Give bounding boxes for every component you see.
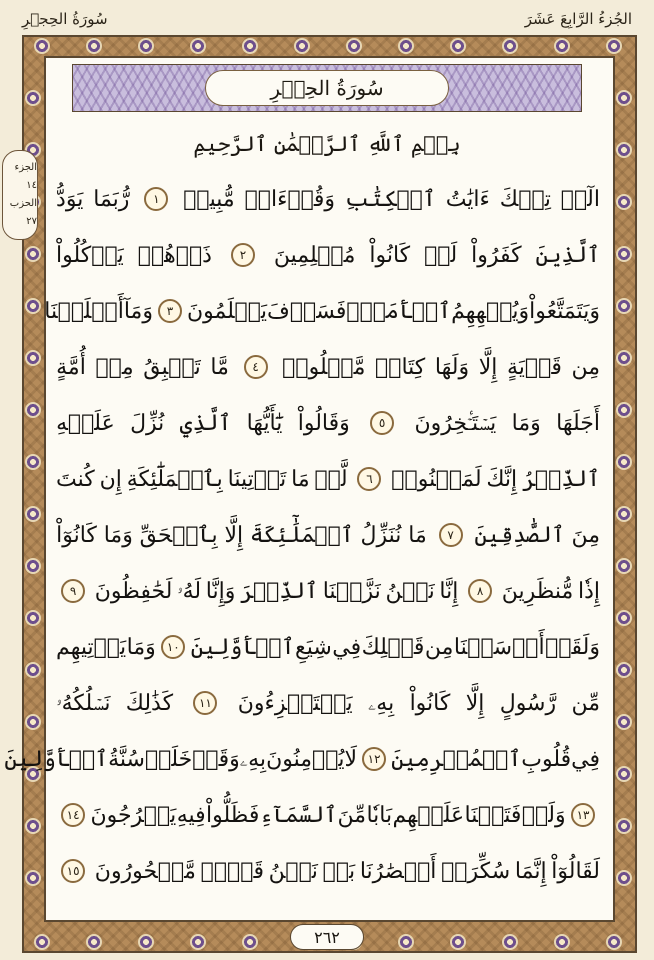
- verse-word: قَرۡيَةٍ: [507, 354, 562, 380]
- floral-medallion-icon: [25, 610, 41, 626]
- verse-word: مُّنظَرِينَ: [501, 578, 574, 604]
- verse-word: مِن: [571, 354, 600, 380]
- verse-word: ٱلۡأَوَّلِينَ: [190, 634, 295, 660]
- ayah-number-marker: ١٥: [61, 859, 85, 883]
- ayah-number-marker: ٧: [439, 523, 463, 547]
- verse-word: كُنتَ: [56, 466, 95, 492]
- surah-title: سُورَةُ الحِجۡرِ: [270, 76, 384, 100]
- verse-word: يَسۡتَـٔۡخِرُونَ: [414, 410, 497, 436]
- verse-line: [56, 680, 600, 726]
- verse-word: بِهِۦ: [367, 690, 395, 716]
- verse-word: نُزِّلَ: [130, 410, 165, 436]
- verse-word: وَإِنَّا: [205, 578, 236, 604]
- verse-word: ٱلصَّٰدِقِينَ: [474, 522, 565, 548]
- floral-medallion-icon: [294, 38, 310, 54]
- verse-word: لَحَٰفِظُونَ: [94, 578, 173, 604]
- floral-medallion-icon: [616, 610, 632, 626]
- floral-medallion-icon: [398, 934, 414, 950]
- verse-word: ٱلۡمُجۡرِمِينَ: [391, 746, 522, 772]
- verse-word: أَجَلَهَا: [556, 410, 600, 436]
- verse-word: بِٱلۡحَقِّ: [139, 522, 218, 548]
- verse-word: وَقُرۡءَانٖ: [244, 186, 336, 212]
- floral-medallion-icon: [398, 38, 414, 54]
- verse-word: فَظَلُّواْ: [206, 802, 260, 828]
- floral-medallion-icon: [616, 194, 632, 210]
- verse-word: إِلَّا: [478, 354, 498, 380]
- verse-word: مِنَ: [571, 522, 600, 548]
- floral-medallion-icon: [86, 38, 102, 54]
- floral-medallion-icon: [190, 38, 206, 54]
- verse-word: أَرۡسَلۡنَا: [453, 634, 545, 660]
- verse-word: عَلَيۡهِم: [392, 802, 465, 828]
- ayah-number-marker: ١٢: [362, 747, 386, 771]
- floral-medallion-icon: [606, 934, 622, 950]
- verse-word: مِّن: [571, 690, 600, 716]
- floral-medallion-icon: [25, 350, 41, 366]
- floral-medallion-icon: [616, 298, 632, 314]
- verse-line: [56, 848, 600, 894]
- floral-medallion-icon: [25, 818, 41, 834]
- floral-medallion-icon: [554, 38, 570, 54]
- verse-word: ٱلۡأَمَلُۖ: [346, 298, 452, 324]
- verse-word: فِي: [332, 634, 362, 660]
- verse-word: وَمَا: [126, 634, 156, 660]
- verse-word: فَتَحۡنَا: [464, 802, 522, 828]
- verse-word: قَوۡمٞ: [200, 858, 264, 884]
- ayah-number-marker: ١١: [193, 691, 217, 715]
- verse-word: مُسۡلِمِينَ: [273, 242, 356, 268]
- floral-medallion-icon: [606, 38, 622, 54]
- verse-word: فِي: [571, 746, 600, 772]
- ayah-number-marker: ٨: [468, 579, 492, 603]
- floral-medallion-icon: [616, 90, 632, 106]
- verse-word: مَّعۡلُومٞ: [282, 354, 366, 380]
- surah-name: سُورَةُ الحِجۡرِ: [22, 10, 108, 28]
- floral-medallion-icon: [450, 38, 466, 54]
- verse-word: بِٱلۡمَلَٰٓئِكَةِ: [126, 466, 223, 492]
- verse-word: وَمَا: [103, 522, 133, 548]
- verse-word: ٱلۡمَلَٰٓئِكَةَ: [249, 522, 354, 548]
- verse-line: [56, 456, 600, 502]
- verse-word: إِنَّمَا: [514, 858, 547, 884]
- floral-medallion-icon: [502, 38, 518, 54]
- verse-word: بَابٗا: [366, 802, 393, 828]
- verse-line: [56, 176, 600, 222]
- verse-word: إِذٗا: [577, 578, 600, 604]
- verse-word: مَّسۡحُورُونَ: [94, 858, 196, 884]
- ayah-number-marker: ٣: [158, 299, 182, 323]
- verse-word: لَهُۥ: [177, 578, 202, 604]
- floral-medallion-icon: [616, 506, 632, 522]
- verse-word: وَقَدۡ: [192, 746, 240, 772]
- verse-word: قُلُوبِ: [521, 746, 572, 772]
- verse-line: [56, 232, 600, 278]
- verse-word: تَأۡتِينَا: [227, 466, 287, 492]
- juz-label: الجزء ١٤: [14, 162, 37, 191]
- verse-word: رَّسُولٍ: [499, 690, 557, 716]
- verse-line: [56, 344, 600, 390]
- verse-word: وَلَقَدۡ: [545, 634, 600, 660]
- floral-medallion-icon: [25, 506, 41, 522]
- verse-word: لَقَالُوٓاْ: [551, 858, 600, 884]
- verse-word: وَمَا: [511, 410, 541, 436]
- floral-medallion-icon: [616, 714, 632, 730]
- verse-word: عَلَيۡهِ: [56, 410, 115, 436]
- verse-word: نُنَزِّلُ: [360, 522, 402, 548]
- juz-name: الجُزءُ الرَّابِعَ عَشَرَ: [524, 10, 632, 28]
- verse-word: فِيهِ: [176, 802, 206, 828]
- hizb-label: الحزب ٢٧: [9, 198, 37, 227]
- verse-word: بَلۡ: [322, 858, 356, 884]
- verse-line: [56, 568, 600, 614]
- verse-word: كَانُواْ: [369, 242, 411, 268]
- verse-word: بِهِۦ: [239, 746, 267, 772]
- verse-word: نَسۡلُكُهُۥ: [56, 690, 111, 716]
- verse-word: سُنَّةُ: [108, 746, 145, 772]
- ayah-number-marker: ١٤: [61, 803, 85, 827]
- floral-medallion-icon: [616, 142, 632, 158]
- verse-word: مُّبِينٖ: [183, 186, 235, 212]
- verse-word: نَزَّلۡنَا: [322, 578, 381, 604]
- verse-word: يَأۡكُلُواْ: [56, 242, 124, 268]
- floral-medallion-icon: [616, 870, 632, 886]
- verse-word: تِلۡكَ: [499, 186, 551, 212]
- ayah-number-marker: ٩: [61, 579, 85, 603]
- verse-word: كِتَابٞ: [375, 354, 426, 380]
- verse-word: ذَرۡهُمۡ: [137, 242, 212, 268]
- verse-line: [44, 288, 600, 334]
- floral-medallion-icon: [502, 934, 518, 950]
- verse-word: إِن: [99, 466, 122, 492]
- juz-hizb-marker: [2, 150, 38, 240]
- floral-medallion-icon: [34, 934, 50, 950]
- verse-word: مَا: [408, 522, 427, 548]
- verse-word: الٓرۚ: [560, 186, 600, 212]
- floral-medallion-icon: [25, 402, 41, 418]
- floral-medallion-icon: [242, 38, 258, 54]
- verse-line: [56, 400, 600, 446]
- floral-medallion-icon: [25, 298, 41, 314]
- verse-word: ٱلَّذِي: [179, 410, 232, 436]
- verse-word: يَٰٓأَيُّهَا: [246, 410, 283, 436]
- verse-word: كَذَٰلِكَ: [125, 690, 174, 716]
- verse-word: فَسَوۡفَ: [267, 298, 347, 324]
- verse-word: مِن: [424, 634, 454, 660]
- surah-title-cartouche: [205, 70, 449, 106]
- floral-medallion-icon: [34, 38, 50, 54]
- verse-word: إِنَّكَ: [486, 466, 518, 492]
- verse-word: مِنۡ: [95, 354, 134, 380]
- verse-word: ٱلذِّكۡرَ: [240, 578, 319, 604]
- verse-word: يُؤۡمِنُونَ: [266, 746, 345, 772]
- verse-word: إِلَّا: [465, 690, 485, 716]
- floral-medallion-icon: [25, 870, 41, 886]
- verse-word: لَمَجۡنُونٞ: [391, 466, 482, 492]
- floral-medallion-icon: [138, 934, 154, 950]
- verse-word: مَّا: [210, 354, 229, 380]
- verse-word: لَوۡ: [424, 242, 458, 268]
- verse-word: ٱلذِّكۡرُ: [522, 466, 600, 492]
- ayah-number-marker: ٦: [357, 467, 381, 491]
- verse-word: قَبۡلِكَ: [361, 634, 425, 660]
- verse-word: رُّبَمَا: [93, 186, 130, 212]
- floral-medallion-icon: [25, 90, 41, 106]
- verse-word: ٱلۡكِتَٰبِ: [344, 186, 436, 212]
- verse-word: ٱلۡأَوَّلِينَ: [4, 746, 109, 772]
- floral-medallion-icon: [616, 402, 632, 418]
- verse-word: وَلَهَا: [434, 354, 470, 380]
- verse-line: [56, 624, 600, 670]
- verse-word: كَفَرُواْ: [471, 242, 522, 268]
- floral-medallion-icon: [242, 934, 258, 950]
- verse-word: سُكِّرَتۡ: [441, 858, 511, 884]
- verse-word: وَلَوۡ: [521, 802, 566, 828]
- floral-medallion-icon: [25, 714, 41, 730]
- floral-medallion-icon: [554, 934, 570, 950]
- verse-word: كَانُواْ: [409, 690, 451, 716]
- verse-word: خَلَتۡ: [144, 746, 193, 772]
- floral-medallion-icon: [346, 38, 362, 54]
- basmala: بِسۡمِ ٱللَّهِ ٱلرَّحۡمَٰنِ ٱلرَّحِيمِ: [193, 132, 461, 156]
- verse-word: يَوَدُّ: [56, 186, 84, 212]
- floral-medallion-icon: [616, 454, 632, 470]
- floral-medallion-icon: [616, 766, 632, 782]
- verse-word: أَبۡصَٰرُنَا: [359, 858, 437, 884]
- floral-medallion-icon: [616, 818, 632, 834]
- floral-medallion-icon: [616, 246, 632, 262]
- verse-word: يَعۡرُجُونَ: [90, 802, 177, 828]
- verse-word: لَا: [344, 746, 358, 772]
- verse-word: إِنَّا: [439, 578, 459, 604]
- verse-line: [56, 792, 600, 838]
- verse-word: يَسۡتَهۡزِءُونَ: [237, 690, 353, 716]
- ayah-number-marker: ٢: [231, 243, 255, 267]
- verse-word: نَحۡنُ: [268, 858, 318, 884]
- verse-word: وَقَالُواْ: [297, 410, 350, 436]
- verse-word: تَسۡبِقُ: [143, 354, 201, 380]
- verse-word: شِيَعِ: [295, 634, 332, 660]
- floral-medallion-icon: [616, 662, 632, 678]
- floral-medallion-icon: [25, 558, 41, 574]
- floral-medallion-icon: [25, 454, 41, 470]
- ayah-number-marker: ١٠: [161, 635, 185, 659]
- floral-medallion-icon: [616, 350, 632, 366]
- ayah-number-marker: ١٣: [571, 803, 595, 827]
- running-header: [6, 4, 648, 34]
- verse-word: يَعۡلَمُونَ: [186, 298, 268, 324]
- ayah-number-marker: ١: [144, 187, 168, 211]
- ayah-number-marker: ٥: [370, 411, 394, 435]
- floral-medallion-icon: [190, 934, 206, 950]
- verse-line: [4, 736, 600, 782]
- verse-word: وَيُلۡهِهِمُ: [451, 298, 530, 324]
- verse-word: لَّوۡ: [314, 466, 348, 492]
- page-number: ٢٦٢: [290, 924, 364, 950]
- verse-word: وَيَتَمَتَّعُواْ: [529, 298, 600, 324]
- verse-word: وَمَآ: [123, 298, 153, 324]
- verse-line: [56, 512, 600, 558]
- verse-word: أَهۡلَكۡنَا: [44, 298, 124, 324]
- verse-word: ٱلَّذِينَ: [535, 242, 600, 268]
- verse-word: نَحۡنُ: [385, 578, 435, 604]
- floral-medallion-icon: [25, 246, 41, 262]
- verse-word: يَأۡتِيهِم: [56, 634, 127, 660]
- verse-word: كَانُوٓاْ: [56, 522, 97, 548]
- verse-word: مِّنَ: [337, 802, 367, 828]
- verse-word: ءَايَٰتُ: [445, 186, 490, 212]
- floral-medallion-icon: [138, 38, 154, 54]
- floral-medallion-icon: [25, 662, 41, 678]
- verse-word: ٱلسَّمَآءِ: [259, 802, 338, 828]
- ayah-number-marker: ٤: [244, 355, 268, 379]
- floral-medallion-icon: [450, 934, 466, 950]
- verse-word: مَا: [291, 466, 310, 492]
- verse-word: إِلَّا: [224, 522, 244, 548]
- verse-word: أُمَّةٍ: [56, 354, 86, 380]
- floral-medallion-icon: [616, 558, 632, 574]
- floral-medallion-icon: [86, 934, 102, 950]
